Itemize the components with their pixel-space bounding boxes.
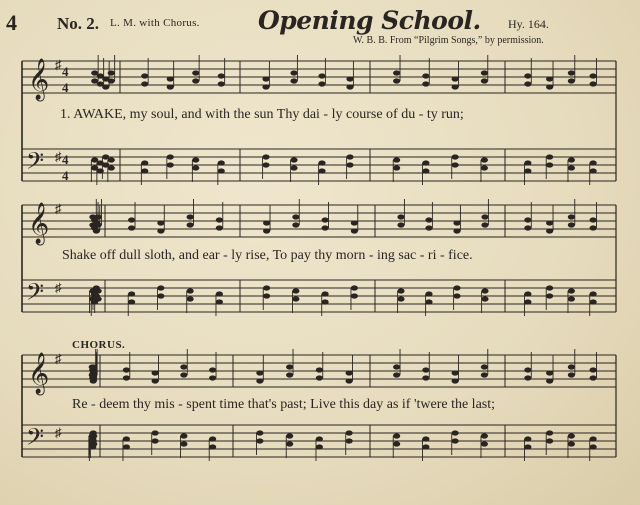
note-head [316,444,323,449]
note-head [256,430,263,435]
note-head [123,375,130,380]
note-head [481,441,488,446]
note-head [397,296,404,301]
note-head [546,293,553,298]
note-head [187,288,194,293]
note-head [290,165,297,170]
note-head [192,165,199,170]
note-head [346,430,353,435]
note-head [393,78,400,83]
note-head [422,73,429,78]
note-head [481,157,488,162]
note-head [322,291,329,296]
note-head [590,375,597,380]
sharp-sign: ♯ [55,201,62,216]
note-head [290,70,297,75]
note-head [216,225,223,230]
treble-clef: 𝄞 [28,203,50,244]
note-head [590,436,597,441]
note-head [453,285,460,290]
note-head [318,168,325,173]
note-head [422,81,429,86]
note-head [167,84,174,89]
note-head [128,291,135,296]
note-head [290,157,297,162]
note-head [524,375,531,380]
note-head [286,364,293,369]
note-head [524,299,531,304]
note-head [524,168,531,173]
note-head [90,372,97,377]
note-head [546,378,553,383]
note-head [524,217,531,222]
note-head [590,160,597,165]
note-head [318,160,325,165]
note-head [351,228,358,233]
note-head [452,84,459,89]
note-head [262,84,269,89]
note-head [590,444,597,449]
note-head [141,81,148,86]
lyric-line-2: Shake off dull sloth, and ear - ly rise, To pay thy morn - ing sac - ri - fice. [62,248,473,263]
note-head [322,299,329,304]
note-head [590,73,597,78]
note-head [218,73,225,78]
note-head [180,433,187,438]
note-head [95,222,102,227]
note-head [422,444,429,449]
note-head [590,291,597,296]
note-head [481,433,488,438]
note-head [180,364,187,369]
note-head [209,436,216,441]
note-head [481,78,488,83]
chorus-label: CHORUS. [72,339,126,351]
note-head [262,162,269,167]
note-head [123,436,130,441]
note-head [93,228,100,233]
note-head [262,76,269,81]
note-head [393,364,400,369]
lyric-line-1: 1. AWAKE, my soul, and with the sun Thy dai - ly course of du - ty run; [60,107,464,122]
note-head [316,375,323,380]
note-head [90,378,97,383]
note-head [263,293,270,298]
note-head [453,293,460,298]
note-head [152,378,159,383]
note-head [481,165,488,170]
note-head [590,81,597,86]
note-head [180,372,187,377]
sharp-sign: ♯ [55,351,62,366]
note-head [263,220,270,225]
note-head [422,436,429,441]
note-head [568,441,575,446]
note-head [187,296,194,301]
sharp-sign: ♯ [55,425,62,440]
note-head [481,214,488,219]
note-head [568,70,575,75]
note-head [346,162,353,167]
note-head [256,370,263,375]
time-signature: 4 [62,152,69,167]
note-head [351,285,358,290]
note-head [452,370,459,375]
note-head [152,430,159,435]
note-head [167,162,174,167]
note-head [346,378,353,383]
note-head [263,285,270,290]
note-head [292,214,299,219]
note-head [108,165,115,170]
note-head [123,367,130,372]
note-head [422,375,429,380]
note-head [590,217,597,222]
note-head [192,70,199,75]
note-head [452,430,459,435]
bass-clef: 𝄢 [26,147,45,180]
note-head [546,154,553,159]
note-head [546,370,553,375]
time-signature: 4 [62,64,69,79]
lyric-line-3: Re - deem thy mis - spent time that's past; Live this day as if 'twere the last; [72,397,496,412]
note-head [452,76,459,81]
note-head [108,78,115,83]
note-head [393,157,400,162]
note-head [292,296,299,301]
sharp-sign: ♯ [55,280,62,295]
note-head [546,438,553,443]
note-head [568,372,575,377]
note-head [346,438,353,443]
note-head [286,433,293,438]
note-head [141,168,148,173]
note-head [546,285,553,290]
note-head [263,228,270,233]
note-head [453,220,460,225]
treble-clef: 𝄞 [28,353,50,394]
note-head [546,76,553,81]
note-head [524,160,531,165]
note-head [397,214,404,219]
note-head [141,160,148,165]
note-head [90,364,97,369]
page-number: 4 [6,10,17,35]
note-head [524,436,531,441]
note-head [568,165,575,170]
note-head [422,367,429,372]
note-head [568,157,575,162]
note-head [346,76,353,81]
bass-clef: 𝄢 [26,423,45,456]
note-head [128,299,135,304]
note-head [524,367,531,372]
note-head [141,73,148,78]
note-head [568,222,575,227]
bass-clef: 𝄢 [26,278,45,311]
note-head [393,165,400,170]
note-head [452,378,459,383]
note-head [218,160,225,165]
note-head [157,285,164,290]
note-head [316,367,323,372]
note-head [346,370,353,375]
note-head [152,370,159,375]
note-head [128,217,135,222]
note-head [393,372,400,377]
note-head [123,444,130,449]
note-head [90,433,97,438]
note-head [481,288,488,293]
note-head [209,367,216,372]
note-head [546,220,553,225]
note-head [262,154,269,159]
note-head [95,296,102,301]
note-head [397,222,404,227]
note-head [108,157,115,162]
note-head [524,291,531,296]
note-head [568,296,575,301]
note-head [108,70,115,75]
note-head [167,76,174,81]
note-head [216,299,223,304]
note-head [568,78,575,83]
note-head [425,299,432,304]
note-head [590,299,597,304]
note-head [481,70,488,75]
note-head [481,222,488,227]
note-head [292,288,299,293]
note-head [290,78,297,83]
note-head [187,214,194,219]
note-head [453,228,460,233]
note-head [316,436,323,441]
note-head [318,81,325,86]
note-head [425,291,432,296]
note-head [524,81,531,86]
sharp-sign: ♯ [55,57,62,72]
note-head [192,78,199,83]
hymn-number: No. 2. [57,14,100,33]
time-signature: 4 [62,168,69,183]
note-head [167,154,174,159]
note-head [90,441,97,446]
note-head [209,375,216,380]
note-head [256,378,263,383]
hymn-reference: Hy. 164. [508,17,549,31]
note-head [180,441,187,446]
credit-line: W. B. B. From “Pilgrim Songs,” by permission. [353,35,544,46]
note-head [192,157,199,162]
hymn-title: Opening School. [258,6,481,35]
note-head [346,154,353,159]
note-head [568,288,575,293]
note-head [524,444,531,449]
note-head [422,168,429,173]
note-head [568,433,575,438]
note-head [568,214,575,219]
note-head [95,214,102,219]
note-head [95,288,102,293]
note-head [128,225,135,230]
note-head [393,433,400,438]
meter-label: L. M. with Chorus. [110,17,200,29]
note-head [351,293,358,298]
note-head [481,372,488,377]
time-signature: 4 [62,80,69,95]
note-head [393,441,400,446]
note-head [286,441,293,446]
note-head [590,225,597,230]
note-head [425,225,432,230]
note-head [346,84,353,89]
note-head [322,225,329,230]
note-head [524,73,531,78]
note-head [256,438,263,443]
note-head [481,364,488,369]
note-head [209,444,216,449]
note-head [218,168,225,173]
note-head [286,372,293,377]
note-head [481,296,488,301]
note-head [152,438,159,443]
note-head [546,430,553,435]
treble-clef: 𝄞 [28,59,50,100]
note-head [422,160,429,165]
note-head [318,73,325,78]
note-head [425,217,432,222]
note-head [216,217,223,222]
note-head [546,228,553,233]
note-head [292,222,299,227]
sharp-sign: ♯ [55,149,62,164]
note-head [157,228,164,233]
note-head [546,162,553,167]
note-head [590,367,597,372]
note-head [216,291,223,296]
note-head [397,288,404,293]
note-head [568,364,575,369]
note-head [452,162,459,167]
note-head [590,168,597,173]
note-head [452,154,459,159]
note-head [218,81,225,86]
note-head [393,70,400,75]
note-head [157,220,164,225]
note-head [187,222,194,227]
note-head [157,293,164,298]
note-head [102,84,109,89]
note-head [524,225,531,230]
note-head [351,220,358,225]
note-head [452,438,459,443]
note-head [546,84,553,89]
note-head [322,217,329,222]
